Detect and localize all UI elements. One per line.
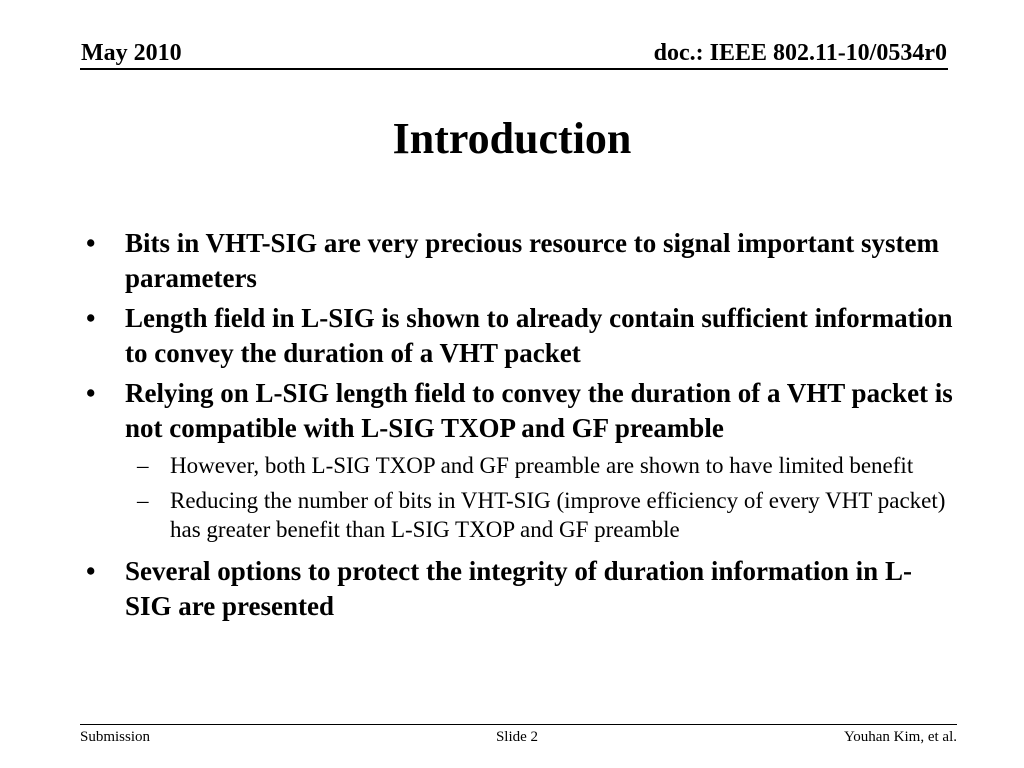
footer-slide-number: Slide 2 <box>495 729 539 745</box>
bullet-list <box>86 226 956 629</box>
sub-bullet-item <box>86 451 956 480</box>
footer-divider <box>80 724 957 725</box>
sub-bullet-item <box>86 486 956 544</box>
bullet-text: Bits in VHT-SIG are very precious resource to signal important system parameters <box>125 228 939 293</box>
bullet-item <box>86 226 956 296</box>
bullet-item <box>86 376 956 446</box>
bullet-item <box>86 554 956 624</box>
sub-bullet-marker: – <box>137 488 149 513</box>
footer-author: Youhan Kim, et al. <box>843 729 957 745</box>
bullet-marker: • <box>86 378 96 408</box>
header-date: May 2010 <box>81 40 182 66</box>
bullet-text: Several options to protect the integrity of duration information in L-SIG are presented <box>125 556 912 621</box>
bullet-marker: • <box>86 556 96 586</box>
bullet-item <box>86 301 956 371</box>
bullet-text: Length field in L-SIG is shown to already contain sufficient information to convey the duration of a VHT packet <box>125 303 953 368</box>
sub-bullet-text: However, both L-SIG TXOP and GF preamble are shown to have limited benefit <box>170 453 914 478</box>
footer-submission: Submission <box>80 729 151 745</box>
sub-bullet-text: Reducing the number of bits in VHT-SIG (improve efficiency of every VHT packet) has greater benefit than L-SIG TXOP and GF preamble <box>170 488 946 542</box>
header-divider <box>80 68 948 70</box>
bullet-marker: • <box>86 303 96 333</box>
slide-title: Introduction <box>392 114 632 163</box>
header-document-id: doc.: IEEE 802.11-10/0534r0 <box>653 40 947 66</box>
bullet-text: Relying on L-SIG length field to convey the duration of a VHT packet is not compatible with L-SIG TXOP and GF preamble <box>125 378 953 443</box>
bullet-marker: • <box>86 228 96 258</box>
sub-bullet-group <box>86 451 956 544</box>
sub-bullet-marker: – <box>137 453 149 478</box>
sub-bullet-list <box>86 451 956 544</box>
